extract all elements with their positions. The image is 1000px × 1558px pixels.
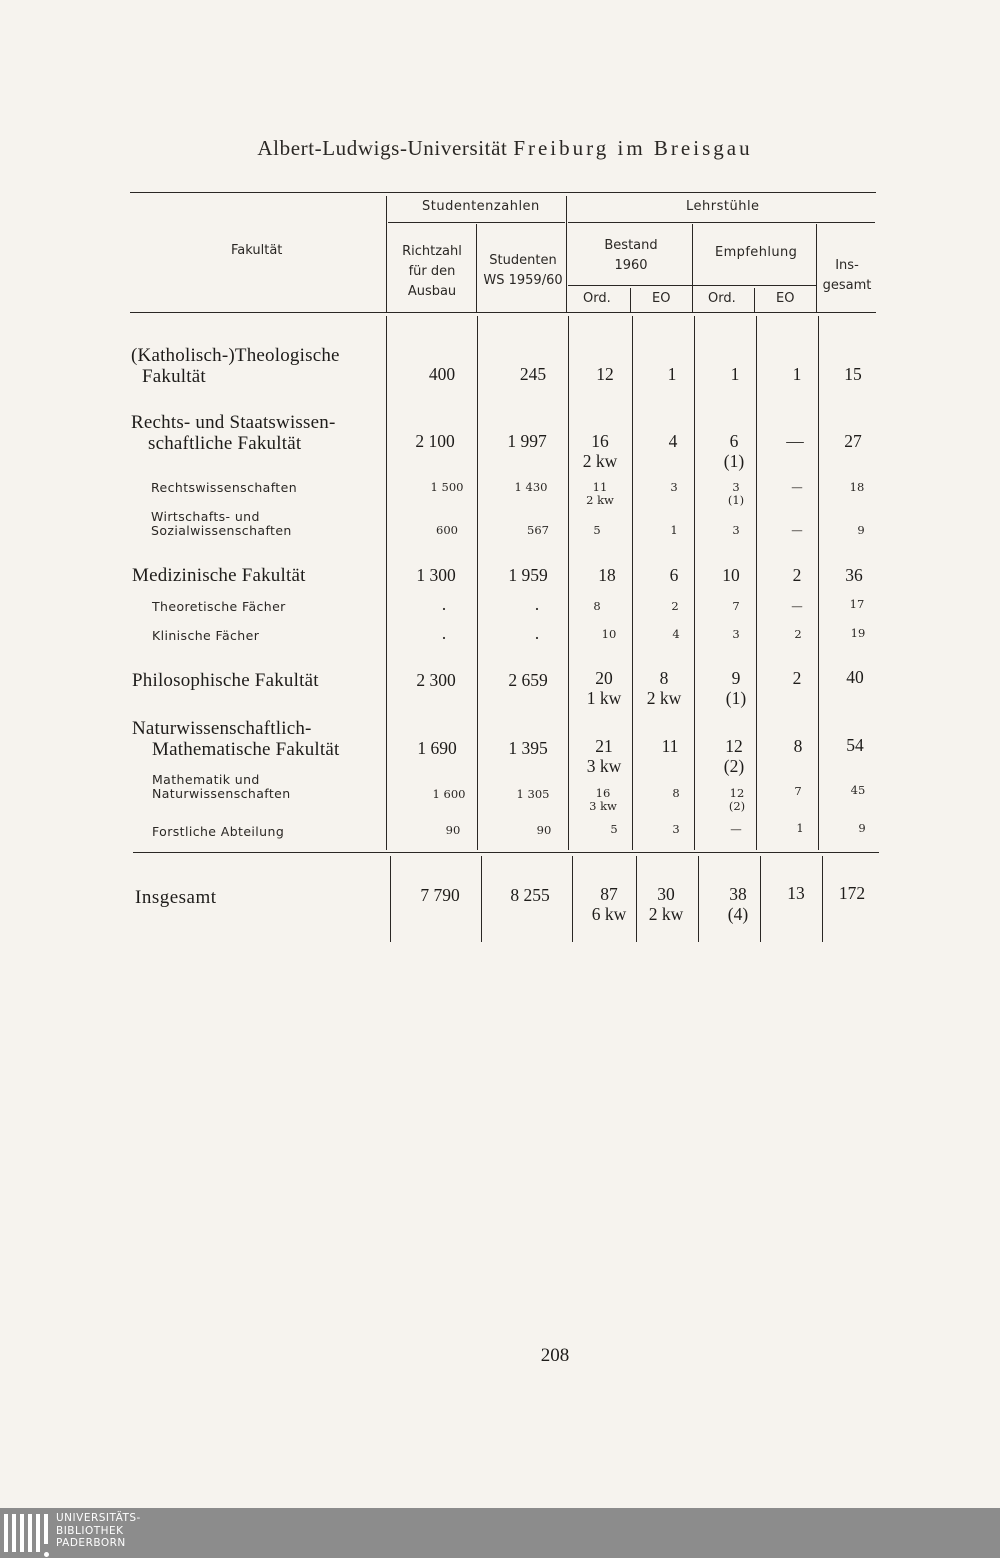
value-line: 2 kw bbox=[646, 688, 682, 708]
cell-total: 15 bbox=[844, 364, 862, 384]
value-line: 38 bbox=[729, 884, 747, 904]
col-divider bbox=[476, 224, 477, 312]
cell-bestand-ord: 12 bbox=[596, 364, 614, 384]
cell-empf-eo: 2 bbox=[792, 668, 802, 688]
value-line: 12 bbox=[729, 786, 745, 800]
row-label-insgesamt: Insgesamt bbox=[135, 887, 217, 908]
header-empfehlung: Empfehlung bbox=[715, 245, 798, 260]
cell-bestand-eo bbox=[626, 884, 706, 924]
lehrstuehle-rule bbox=[568, 222, 875, 223]
value-line: 2 kw bbox=[586, 493, 614, 507]
cell-richtzahl: . bbox=[441, 628, 446, 642]
row-label-theol bbox=[131, 345, 340, 387]
value-line: (2) bbox=[723, 756, 745, 776]
row-label-rechtswiss: Rechtswissenschaften bbox=[151, 480, 298, 495]
cell-total: 9 bbox=[857, 523, 865, 537]
header-insgesamt bbox=[818, 256, 876, 296]
row-label-philo: Philosophische Fakultät bbox=[132, 670, 319, 691]
value-line: 9 bbox=[731, 668, 741, 688]
value-line: 3 kw bbox=[589, 799, 617, 813]
cell-total: 172 bbox=[838, 883, 866, 903]
cell-total: 40 bbox=[846, 667, 864, 687]
cell-bestand-ord: 8 bbox=[593, 599, 601, 613]
cell-richtzahl: 1 500 bbox=[430, 480, 464, 494]
library-footer bbox=[0, 1508, 1000, 1558]
header-bestand-eo: EO bbox=[652, 291, 671, 306]
header-bestand-ord: Ord. bbox=[583, 291, 611, 306]
cell-richtzahl: 1 600 bbox=[432, 787, 466, 801]
cell-studenten: 1 430 bbox=[514, 480, 548, 494]
cell-empf-ord: — bbox=[730, 822, 742, 836]
value-line: 3 kw bbox=[586, 756, 622, 776]
cell-richtzahl: 1 300 bbox=[416, 565, 456, 585]
cell-bestand-eo: 1 bbox=[670, 523, 678, 537]
label-line: Naturwissenschaften bbox=[152, 786, 291, 801]
header-studentenzahlen: Studentenzahlen bbox=[422, 199, 540, 214]
cell-total: 27 bbox=[844, 431, 862, 451]
header-line: Studenten bbox=[489, 253, 557, 268]
col-divider bbox=[386, 196, 387, 312]
cell-empf-eo: — bbox=[791, 599, 803, 613]
cell-empf-ord: 3 bbox=[732, 523, 740, 537]
cell-bestand-ord bbox=[563, 787, 643, 813]
cell-studenten: 567 bbox=[527, 523, 549, 537]
header-empf-eo: EO bbox=[776, 291, 795, 306]
header-line: Richtzahl bbox=[402, 244, 462, 259]
col-divider bbox=[754, 288, 755, 312]
library-line: UNIVERSITÄTS- bbox=[56, 1512, 141, 1524]
cell-bestand-eo: 11 bbox=[661, 736, 679, 756]
page-number: 208 bbox=[540, 1345, 570, 1366]
header-line: Ins- bbox=[835, 258, 859, 273]
value-line: 87 bbox=[600, 884, 618, 904]
cell-bestand-ord: 10 bbox=[601, 627, 617, 641]
cell-studenten: 245 bbox=[519, 364, 547, 384]
cell-empf-eo: — bbox=[786, 431, 804, 451]
cell-bestand-eo: 1 bbox=[667, 364, 677, 384]
cell-richtzahl: 400 bbox=[428, 364, 456, 384]
cell-total: 17 bbox=[849, 597, 865, 611]
col-divider bbox=[692, 224, 693, 312]
value-line: 6 kw bbox=[591, 904, 627, 924]
cell-bestand-eo: 2 bbox=[671, 599, 679, 613]
header-line: Ausbau bbox=[407, 284, 457, 299]
cell-richtzahl: 2 100 bbox=[415, 431, 455, 451]
total-rule bbox=[133, 852, 879, 853]
col-divider bbox=[390, 856, 391, 942]
label-line: (Katholisch-)Theologische bbox=[131, 345, 340, 366]
library-name bbox=[56, 1512, 141, 1550]
cell-empf-eo: 1 bbox=[796, 821, 804, 835]
header-faculty: Fakultät bbox=[231, 243, 283, 258]
col-divider bbox=[816, 224, 817, 312]
cell-empf-eo: 8 bbox=[793, 736, 803, 756]
value-line: 21 bbox=[595, 736, 613, 756]
label-line: Naturwissenschaftlich- bbox=[132, 718, 312, 739]
cell-total: 36 bbox=[845, 565, 863, 585]
title-university: Albert-Ludwigs-Universität bbox=[257, 136, 508, 160]
value-line: 16 bbox=[595, 786, 611, 800]
cell-total: 45 bbox=[850, 783, 866, 797]
value-line: 1 kw bbox=[586, 688, 622, 708]
cell-studenten: 2 659 bbox=[508, 670, 548, 690]
cell-richtzahl: 90 bbox=[445, 823, 461, 837]
cell-bestand-ord bbox=[560, 481, 640, 507]
cell-richtzahl: 2 300 bbox=[416, 670, 456, 690]
row-label-klinisch: Klinische Fächer bbox=[152, 628, 260, 643]
col-divider bbox=[481, 856, 482, 942]
cell-bestand-eo: 3 bbox=[670, 480, 678, 494]
header-lehrstuehle: Lehrstühle bbox=[686, 199, 760, 214]
cell-empf-ord: 1 bbox=[730, 364, 740, 384]
cell-bestand-ord: 18 bbox=[598, 565, 616, 585]
cell-studenten: 1 959 bbox=[508, 565, 548, 585]
cell-empf-eo: — bbox=[791, 480, 803, 494]
cell-empf-ord: 10 bbox=[722, 565, 740, 585]
header-empf-ord: Ord. bbox=[708, 291, 736, 306]
label-line: Mathematische Fakultät bbox=[152, 739, 340, 760]
cell-bestand-ord: 5 bbox=[593, 523, 601, 537]
value-line: (1) bbox=[725, 688, 747, 708]
cell-total: 54 bbox=[846, 735, 864, 755]
header-line: 1960 bbox=[614, 258, 648, 273]
cell-studenten: . bbox=[534, 599, 539, 613]
cell-studenten: 1 305 bbox=[516, 787, 550, 801]
cell-bestand-eo: 6 bbox=[669, 565, 679, 585]
value-line: 30 bbox=[657, 884, 675, 904]
label-line: Fakultät bbox=[142, 366, 206, 387]
cell-richtzahl: 1 690 bbox=[417, 738, 457, 758]
cell-studenten: . bbox=[534, 628, 539, 642]
cell-bestand-ord: 5 bbox=[610, 822, 618, 836]
value-line: 8 bbox=[659, 668, 669, 688]
cell-studenten: 90 bbox=[536, 823, 552, 837]
col-divider bbox=[477, 316, 478, 850]
row-label-rechts bbox=[131, 412, 335, 454]
header-line: für den bbox=[408, 264, 456, 279]
row-label-mathe bbox=[152, 773, 291, 801]
header-line: WS 1959/60 bbox=[483, 273, 563, 288]
cell-empf-eo: 13 bbox=[787, 883, 805, 903]
value-line: (4) bbox=[727, 904, 749, 924]
cell-bestand-ord bbox=[560, 431, 640, 471]
cell-empf-eo: — bbox=[791, 523, 803, 537]
row-label-theoretisch: Theoretische Fächer bbox=[152, 599, 286, 614]
table-top-rule bbox=[130, 192, 876, 193]
library-line: BIBLIOTHEK bbox=[56, 1524, 124, 1537]
cell-richtzahl: 600 bbox=[436, 523, 458, 537]
page-title bbox=[0, 136, 1000, 161]
cell-total: 9 bbox=[858, 821, 866, 835]
row-label-natur bbox=[132, 718, 340, 760]
header-line: gesamt bbox=[822, 278, 872, 293]
header-richtzahl bbox=[388, 242, 476, 302]
cell-bestand-eo: 3 bbox=[672, 822, 680, 836]
value-line: (2) bbox=[728, 799, 746, 813]
library-line: PADERBORN bbox=[56, 1537, 126, 1549]
label-line: Mathematik und bbox=[152, 772, 260, 787]
label-line: schaftliche Fakultät bbox=[148, 433, 302, 454]
label-line: Sozialwissenschaften bbox=[151, 523, 292, 538]
cell-empf-eo: 7 bbox=[794, 784, 802, 798]
value-line: 11 bbox=[592, 480, 608, 494]
row-label-wirtschaft bbox=[151, 510, 292, 538]
header-line: Bestand bbox=[604, 238, 658, 253]
header-bottom-rule bbox=[130, 312, 876, 313]
cell-richtzahl: . bbox=[441, 599, 446, 613]
cell-total: 18 bbox=[849, 480, 865, 494]
row-label-forst: Forstliche Abteilung bbox=[152, 824, 285, 839]
label-line: Rechts- und Staatswissen- bbox=[131, 412, 336, 433]
library-logo-icon bbox=[4, 1514, 48, 1554]
cell-empf-eo: 1 bbox=[792, 364, 802, 384]
value-line: (1) bbox=[727, 493, 745, 507]
studentenzahlen-rule bbox=[388, 222, 565, 223]
label-line: Wirtschafts- und bbox=[151, 509, 260, 524]
value-line: 3 bbox=[732, 480, 740, 494]
cell-bestand-eo: 4 bbox=[668, 431, 678, 451]
header-bestand bbox=[570, 236, 692, 276]
value-line: 20 bbox=[595, 668, 613, 688]
cell-empf-ord: 3 bbox=[732, 627, 740, 641]
value-line: 2 kw bbox=[648, 904, 684, 924]
value-line: (1) bbox=[723, 451, 745, 471]
cell-empf-eo: 2 bbox=[792, 565, 802, 585]
col-divider bbox=[386, 316, 387, 850]
cell-richtzahl: 7 790 bbox=[420, 885, 460, 905]
title-location: Freiburg im Breisgau bbox=[513, 136, 753, 160]
value-line: 6 bbox=[729, 431, 739, 451]
cell-bestand-eo: 4 bbox=[672, 627, 680, 641]
header-studenten bbox=[478, 251, 568, 291]
value-line: 16 bbox=[591, 431, 609, 451]
cell-total: 19 bbox=[850, 626, 866, 640]
cell-studenten: 8 255 bbox=[510, 885, 550, 905]
value-line: 12 bbox=[725, 736, 743, 756]
row-label-medizin: Medizinische Fakultät bbox=[132, 565, 306, 586]
cell-studenten: 1 997 bbox=[507, 431, 547, 451]
cell-studenten: 1 395 bbox=[508, 738, 548, 758]
value-line: 2 kw bbox=[582, 451, 618, 471]
cell-empf-eo: 2 bbox=[794, 627, 802, 641]
cell-empf-ord: 7 bbox=[732, 599, 740, 613]
cell-bestand-eo bbox=[624, 668, 704, 708]
col-divider bbox=[630, 288, 631, 312]
cell-bestand-eo: 8 bbox=[672, 786, 680, 800]
